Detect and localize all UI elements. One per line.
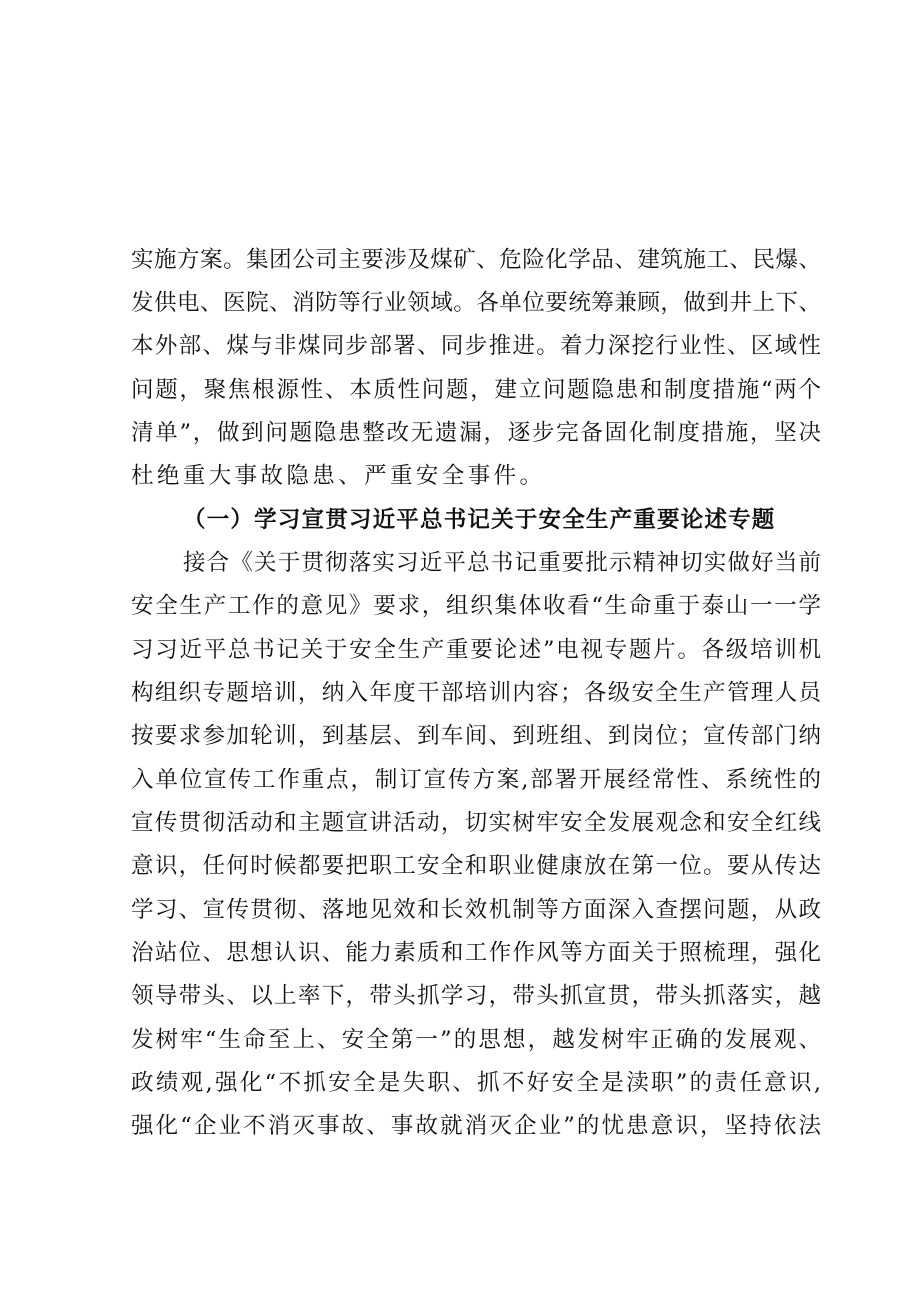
- paragraph-2-line-1: 接合《关于贯彻落实习近平总书记重要批示精神切实做好当前: [183, 550, 821, 576]
- paragraph-1-line-4: 问题，聚焦根源性、本质性问题，建立问题隐患和制度措施“两个: [131, 377, 821, 403]
- paragraph-2-line-2: 安全生产工作的意见》要求，组织集体收看“生命重于泰山一一学: [131, 593, 821, 619]
- paragraph-1-line-1: 实施方案。集团公司主要涉及煤矿、危险化学品、建筑施工、民爆、: [131, 247, 821, 273]
- paragraph-2-line-10: 治站位、思想认识、能力素质和工作作风等方面关于照梳理，强化: [131, 940, 821, 966]
- paragraph-2-line-5: 按要求参加轮训，到基层、到车间、到班组、到岗位；宣传部门纳: [131, 723, 821, 749]
- paragraph-2-line-3: 习习近平总书记关于安全生产重要论述”电视专题片。各级培训机: [131, 637, 821, 663]
- paragraph-2-line-9: 学习、宣传贯彻、落地见效和长效机制等方面深入查摆问题，从政: [131, 897, 821, 923]
- paragraph-1-line-3: 本外部、煤与非煤同步部署、同步推进。着力深挖行业性、区域性: [131, 333, 821, 359]
- paragraph-2-line-11: 领导带头、以上率下，带头抓学习，带头抓宣贯，带头抓落实，越: [131, 983, 821, 1009]
- paragraph-2-line-7: 宣传贯彻活动和主题宣讲活动，切实树牢安全发展观念和安全红线: [131, 810, 821, 836]
- paragraph-2-line-12: 发树牢“生命至上、安全第一”的思想，越发树牢正确的发展观、: [131, 1027, 821, 1053]
- paragraph-2-line-6: 入单位宣传工作重点，制订宣传方案,部署开展经常性、系统性的: [131, 767, 821, 793]
- paragraph-2-line-4: 构组织专题培训，纳入年度干部培训内容；各级安全生产管理人员: [131, 680, 821, 706]
- paragraph-1-line-6: 杜绝重大事故隐患、严重安全事件。: [131, 463, 546, 489]
- paragraph-1-line-2: 发供电、医院、消防等行业领域。各单位要统筹兼顾，做到井上下、: [131, 290, 821, 316]
- paragraph-2-line-8: 意识，任何时候都要把职工安全和职业健康放在第一位。要从传达: [131, 853, 821, 879]
- paragraph-1-line-5: 清单”，做到问题隐患整改无遗漏，逐步完备固化制度措施，坚决: [131, 420, 821, 446]
- paragraph-2-line-13: 政绩观,强化“不抓安全是失职、抓不好安全是渎职”的责任意识,: [131, 1070, 821, 1096]
- paragraph-2-line-14: 强化“企业不消灭事故、事故就消灭企业”的忧患意识，坚持依法: [131, 1113, 821, 1139]
- section-heading: （一）学习宣贯习近平总书记关于安全生产重要论述专题: [183, 507, 776, 533]
